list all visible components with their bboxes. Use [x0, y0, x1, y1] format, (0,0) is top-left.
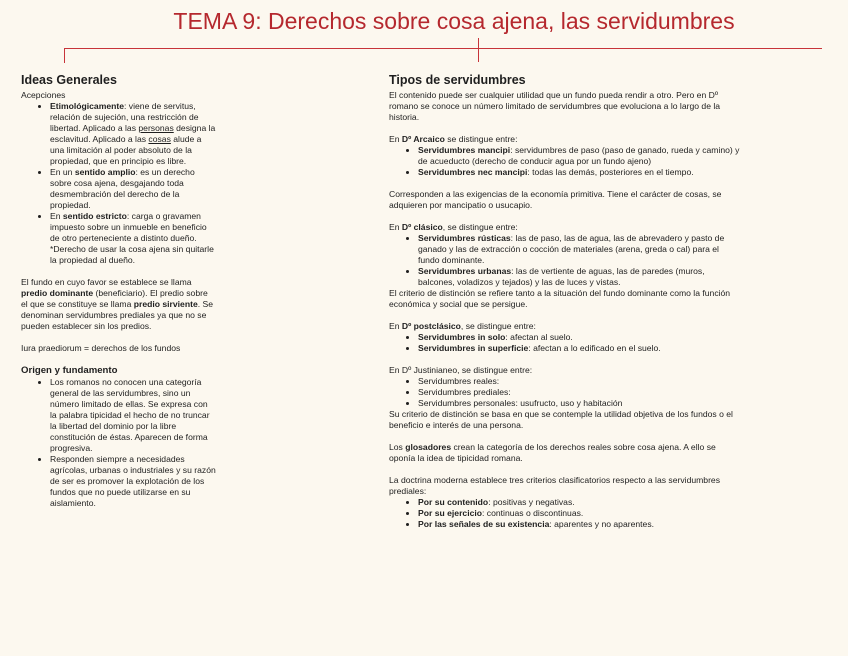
origen-list — [21, 377, 216, 509]
arcaico-intro: En Dº Arcaico se distingue entre: — [389, 134, 518, 144]
list-item: • Servidumbres prediales: — [418, 387, 741, 398]
right-column — [389, 73, 741, 530]
postclasico-intro: En Dº postclásico, se distingue entre: — [389, 321, 536, 331]
list-item: • Servidumbres reales: — [418, 376, 741, 387]
page-title: TEMA 9: Derechos sobre cosa ajena, las servidumbres — [173, 8, 735, 34]
moderna-list — [389, 497, 741, 530]
glosadores-paragraph: Los glosadores crean la categoría de los derechos reales sobre cosa ajena. A ello se oponía la idea de tipicidad romana. — [389, 442, 716, 463]
list-item: • En sentido estricto: carga o gravamen impuesto sobre un inmueble en beneficio de otro perteneciente a distinto dueño. *Derecho de usar la cosa ajena sin quitarle la propiedad al dueño. — [50, 211, 216, 266]
section-heading-ideas-generales: Ideas Generales — [21, 73, 117, 87]
title-rule — [64, 48, 822, 49]
justinianeo-list — [389, 376, 741, 409]
left-column — [21, 73, 216, 509]
list-item: • Etimológicamente: viene de servitus, relación de sujeción, una restricción de libertad. Aplicado a las personas designa la esclavitud. Aplicado a las cosas alude a una limitación al poder absoluto de la propiedad, que en principio es libre. — [50, 101, 216, 167]
intro-paragraph: El contenido puede ser cualquier utilidad que un fundo pueda rendir a otro. Pero en Dº romano se conoce un número limitado de servidumbres que evoluciona a lo largo de la historia. — [389, 90, 721, 122]
arcaico-list — [389, 145, 741, 178]
clasico-criterio: El criterio de distinción se refiere tanto a la situación del fundo dominante como la función económica y social que se persigue. — [389, 288, 731, 309]
postclasico-list — [389, 332, 741, 354]
predio-paragraph: El fundo en cuyo favor se establece se llama predio dominante (beneficiario). El predio sobre el que se constituye se llama predio sirviente. Se denominan servidumbres prediales ya que no se pueden establecer sin los predios. — [21, 277, 214, 331]
list-item: • Servidumbres nec mancipi: todas las demás, posteriores en el tiempo. — [418, 167, 741, 178]
iura-line: Iura praediorum = derechos de los fundos — [21, 343, 181, 353]
list-item: • Servidumbres in solo: afectan al suelo. — [418, 332, 741, 343]
primitiva-paragraph: Corresponden a las exigencias de la economía primitiva. Tiene el carácter de cosas, se adquieren por mancipatio o usucapio. — [389, 189, 722, 210]
acepciones-list — [21, 101, 216, 266]
clasico-intro: En Dº clásico, se distingue entre: — [389, 222, 518, 232]
list-item: • Servidumbres personales: usufructo, uso y habitación — [418, 398, 741, 409]
list-item: • Por su contenido: positivas y negativas. — [418, 497, 741, 508]
list-item: • Servidumbres in superficie: afectan a lo edificado en el suelo. — [418, 343, 741, 354]
list-item: • Servidumbres rústicas: las de paso, las de agua, las de abrevadero y pasto de ganado y las de extracción o cocción de materiales (arena, greda o cal) para el fundo dominante. — [418, 233, 741, 266]
section-heading-origen: Origen y fundamento — [21, 365, 118, 376]
rule-tick-left — [64, 48, 65, 63]
list-item: • Los romanos no conocen una categoría general de las servidumbres, sino un número limitado de ellas. Se expresa con la palabra tipicidad el hecho de no truncar la libertad del dominio por la libre constitución de éstas. Aparecen de forma progresiva. — [50, 377, 216, 454]
list-item: • Servidumbres urbanas: las de vertiente de aguas, las de paredes (muros, balcones, voladizos y tejados) y las de luces y vistas. — [418, 266, 741, 288]
list-item: • Servidumbres mancipi: servidumbres de paso (paso de ganado, rueda y camino) y de acueducto (derecho de conducir agua por un fundo ajeno) — [418, 145, 741, 167]
clasico-list — [389, 233, 741, 288]
section-heading-tipos: Tipos de servidumbres — [389, 73, 526, 87]
rule-tick-center — [478, 38, 479, 62]
justinianeo-criterio: Su criterio de distinción se basa en que se contemple la utilidad objetiva de los fundos o el beneficio e interés de una persona. — [389, 409, 733, 430]
list-item: • Por las señales de su existencia: aparentes y no aparentes. — [418, 519, 741, 530]
moderna-intro: La doctrina moderna establece tres criterios clasificatorios respecto a las servidumbres prediales: — [389, 475, 721, 496]
list-item: • Responden siempre a necesidades agrícolas, urbanas o industriales y su razón de ser es promover la explotación de los fundos que no puede utilizarse en su aislamiento. — [50, 454, 216, 509]
acepciones-label: Acepciones — [21, 90, 66, 100]
justinianeo-intro: En Dº Justinianeo, se distingue entre: — [389, 365, 533, 375]
list-item: • En un sentido amplio: es un derecho sobre cosa ajena, desgajando toda desmembración del derecho de la propiedad. — [50, 167, 216, 211]
list-item: • Por su ejercicio: continuas o discontinuas. — [418, 508, 741, 519]
